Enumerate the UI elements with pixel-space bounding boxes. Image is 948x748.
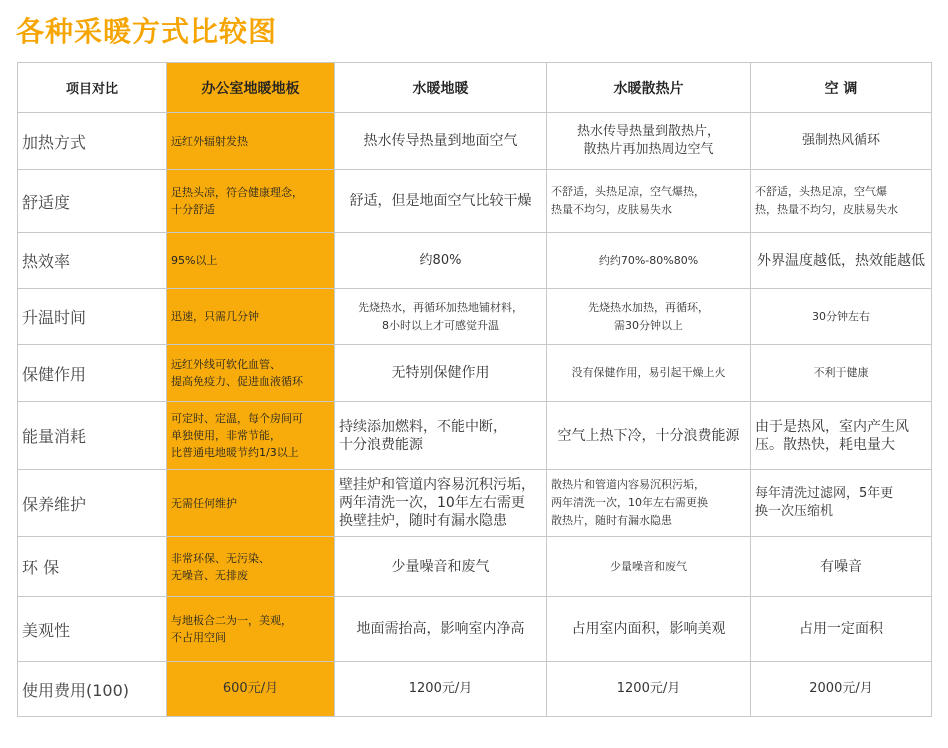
- table-cell: [751, 289, 932, 345]
- table-row: [18, 537, 932, 597]
- cell-text-line: 十分舒适: [171, 203, 215, 216]
- table-cell: [167, 289, 335, 345]
- table-cell: [167, 402, 335, 470]
- table-cell: [335, 289, 547, 345]
- cell-text-line: 散热片和管道内容易沉积污垢，: [551, 478, 705, 491]
- cell-text-line: 远红外辐射发热: [171, 134, 248, 148]
- table-cell: [335, 233, 547, 289]
- header-air-conditioner: 空 调: [751, 63, 932, 113]
- table-cell: [335, 470, 547, 537]
- cell-text-line: 十分浪费能源: [339, 436, 423, 453]
- table-row: [18, 597, 932, 662]
- cell-text-line: 外界温度越低，热效能越低: [757, 252, 925, 269]
- page-title: 各种采暖方式比较图: [16, 15, 278, 48]
- cell-text-line: 两年清洗一次，10年左右需更: [339, 495, 525, 511]
- cell-text-line: 非常环保、无污染、: [171, 551, 270, 565]
- cell-text-line: 热，热量不均匀，皮肤易失水: [755, 203, 898, 216]
- cell-text-line: 少量噪音和废气: [391, 558, 490, 575]
- table-header-row: [18, 63, 932, 113]
- row-label: 环 保: [18, 537, 167, 597]
- cell-text-line: 1200元/月: [616, 681, 681, 696]
- cell-text-line: 壁挂炉和管道内容易沉积污垢，: [339, 477, 535, 493]
- table-cell: [335, 597, 547, 662]
- header-water-radiator: 水暖散热片: [547, 63, 751, 113]
- cell-text-line: 无特别保健作用: [391, 365, 490, 381]
- table-cell: [547, 289, 751, 345]
- cell-text-line: 没有保健作用，易引起干燥上火: [571, 366, 726, 379]
- row-label: 热效率: [18, 233, 167, 289]
- cell-text-line: 换一次压缩机: [755, 504, 834, 519]
- table-cell: [751, 662, 932, 717]
- table-row: [18, 289, 932, 345]
- cell-text-line: 不舒适，头热足凉，空气爆: [755, 185, 887, 198]
- table-cell: [335, 662, 547, 717]
- table-cell: [167, 470, 335, 537]
- table-row: [18, 345, 932, 402]
- table-cell: [751, 597, 932, 662]
- cell-text-line: 少量噪音和废气: [610, 559, 687, 573]
- cell-text-line: 压。散热快，耗电量大: [755, 436, 895, 453]
- row-label: 使用费用(100): [18, 662, 167, 717]
- cell-text-line: 持续添加燃料，不能中断，: [339, 418, 507, 435]
- cell-text-line: 与地板合二为一，美观，: [171, 614, 292, 627]
- header-office-floor-heating: 办公室地暖地板: [167, 63, 335, 113]
- cell-text-line: 无噪音、无排废: [171, 568, 248, 582]
- cell-text-line: 需30分钟以上: [614, 318, 683, 332]
- table-cell: [547, 537, 751, 597]
- table-row: [18, 113, 932, 170]
- header-water-floor-heating: 水暖地暖: [335, 63, 547, 113]
- table-cell: [167, 597, 335, 662]
- table-cell: [547, 662, 751, 717]
- cell-text-line: 提高免疫力、促进血液循环: [171, 375, 303, 388]
- table-cell: [751, 345, 932, 402]
- cell-text-line: 由于是热风，室内产生风: [755, 418, 909, 435]
- cell-text-line: 单独使用，非常节能，: [171, 429, 281, 442]
- cell-text-line: 有噪音: [820, 558, 862, 575]
- row-label: 加热方式: [18, 113, 167, 170]
- table-cell: [167, 662, 335, 717]
- table-cell: [547, 597, 751, 662]
- comparison-table: [17, 62, 932, 717]
- table-cell: [547, 402, 751, 470]
- cell-text-line: 约80%: [419, 252, 462, 268]
- table-cell: [547, 233, 751, 289]
- cell-text-line: 热水传导热量到散热片，: [576, 124, 720, 139]
- cell-text-line: 迅速，只需几分钟: [171, 310, 259, 323]
- cell-text-line: 散热片，随时有漏水隐患: [551, 514, 672, 527]
- cell-text-line: 不舒适，头热足凉，空气爆热，: [551, 185, 705, 198]
- table-cell: [751, 402, 932, 470]
- table-row: [18, 470, 932, 537]
- table-cell: [335, 537, 547, 597]
- table-cell: [751, 537, 932, 597]
- table-cell: [751, 170, 932, 233]
- row-label: 能量消耗: [18, 402, 167, 470]
- cell-text-line: 足热头凉，符合健康理念，: [171, 186, 303, 199]
- cell-text-line: 不占用空间: [171, 631, 226, 644]
- table-cell: [547, 470, 751, 537]
- cell-text-line: 2000元/月: [809, 681, 873, 696]
- cell-text-line: 空气上热下冷，十分浪费能源: [557, 427, 740, 444]
- table-cell: [167, 233, 335, 289]
- cell-text-line: 舒适，但是地面空气比较干燥: [349, 193, 532, 209]
- cell-text-line: 两年清洗一次，10年左右需更换: [551, 496, 708, 509]
- cell-text-line: 先烧热水，再循环加热地铺材料，: [358, 300, 523, 314]
- cell-text-line: 可定时、定温，每个房间可: [171, 412, 303, 425]
- cell-text-line: 先烧热水加热，再循环，: [588, 300, 709, 314]
- cell-text-line: 30分钟左右: [812, 309, 870, 323]
- cell-text-line: 8小时以上才可感觉升温: [382, 318, 499, 332]
- cell-text-line: 热水传导热量到地面空气: [363, 133, 518, 149]
- table-cell: [167, 113, 335, 170]
- cell-text-line: 比普通电地暖节约1/3以上: [171, 446, 299, 459]
- table-row: [18, 662, 932, 717]
- table-cell: [167, 537, 335, 597]
- table-row: [18, 233, 932, 289]
- header-item: 项目对比: [18, 63, 167, 113]
- table-cell: [167, 345, 335, 402]
- row-label: 保健作用: [18, 345, 167, 402]
- cell-text-line: 约约70%-80%80%: [598, 253, 699, 267]
- table-cell: [167, 170, 335, 233]
- cell-text-line: 95%以上: [171, 254, 218, 267]
- row-label: 保养维护: [18, 470, 167, 537]
- cell-text-line: 无需任何维护: [171, 496, 237, 510]
- row-label: 美观性: [18, 597, 167, 662]
- table-cell: [751, 113, 932, 170]
- cell-text-line: 占用一定面积: [799, 621, 883, 637]
- cell-text-line: 600元/月: [222, 681, 279, 696]
- table-cell: [335, 170, 547, 233]
- cell-text-line: 每年清洗过滤网，5年更: [755, 486, 894, 501]
- table-cell: [547, 170, 751, 233]
- row-label: 舒适度: [18, 170, 167, 233]
- cell-text-line: 占用室内面积，影响美观: [571, 621, 726, 637]
- cell-text-line: 换壁挂炉，随时有漏水隐患: [339, 513, 507, 529]
- table-cell: [751, 233, 932, 289]
- cell-text-line: 不利于健康: [813, 366, 869, 379]
- table-cell: [335, 345, 547, 402]
- cell-text-line: 散热片再加热周边空气: [583, 142, 714, 157]
- table-cell: [335, 402, 547, 470]
- table-row: [18, 170, 932, 233]
- table-cell: [335, 113, 547, 170]
- cell-text-line: 1200元/月: [408, 681, 473, 696]
- cell-text-line: 地面需抬高，影响室内净高: [356, 621, 525, 637]
- row-label: 升温时间: [18, 289, 167, 345]
- table-cell: [547, 113, 751, 170]
- table-cell: [751, 470, 932, 537]
- cell-text-line: 强制热风循环: [801, 133, 880, 148]
- table-row: [18, 402, 932, 470]
- cell-text-line: 远红外线可软化血管、: [171, 358, 281, 371]
- cell-text-line: 热量不均匀，皮肤易失水: [551, 203, 672, 216]
- table-cell: [547, 345, 751, 402]
